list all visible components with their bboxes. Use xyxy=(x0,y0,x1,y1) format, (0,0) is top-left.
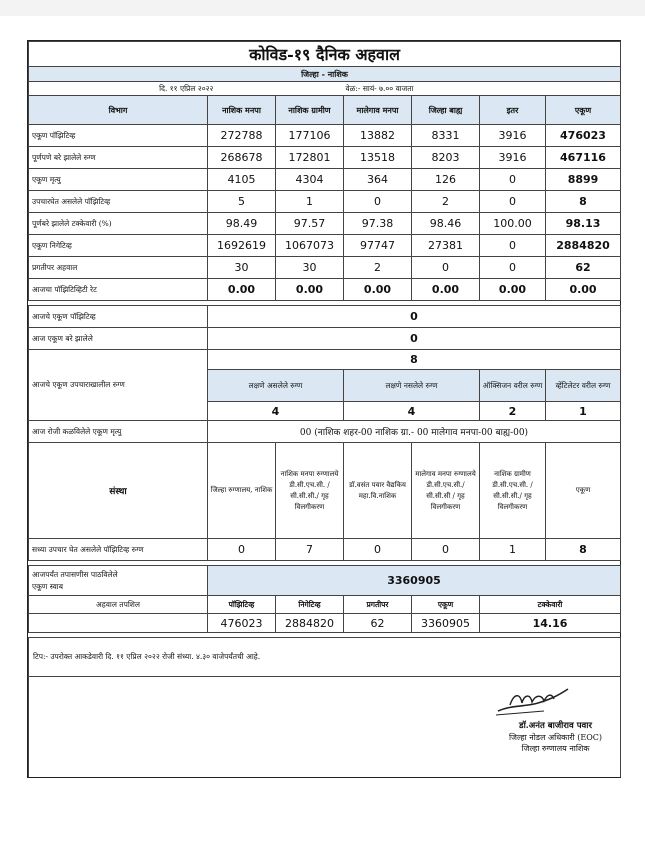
institution-header: नाशिक ग्रामीण डी.सी.एच.सी. /सी.सी.सी./ गृह विलगीकरण xyxy=(480,443,546,539)
row-label: आजचा पॉझिटिव्हिटी रेट xyxy=(29,279,208,301)
cell-value: 30 xyxy=(276,257,344,279)
cell-value: 0 xyxy=(480,235,546,257)
ventilator-header: व्हेंटिलेटर वरील रुग्ण xyxy=(546,370,621,402)
row-label: पूर्णपणे बरे झालेले रुग्ण xyxy=(29,147,208,169)
cell-value: 0 xyxy=(412,257,480,279)
cell-value: 97.38 xyxy=(344,213,412,235)
row-label: प्रगतीपर अहवाल xyxy=(29,257,208,279)
cell-value: 27381 xyxy=(412,235,480,257)
summary-header: प्रगतीपर xyxy=(344,596,412,614)
institution-header: जिल्हा रुग्णालय, नाशिक xyxy=(208,443,276,539)
row-label: आजचे एकूण पॉझिटिव्ह xyxy=(29,306,208,328)
signature-image xyxy=(494,685,574,719)
summary-value: 3360905 xyxy=(412,614,480,633)
table-row xyxy=(29,125,621,147)
row-label: पूर्णबरे झालेले टक्केवारी (%) xyxy=(29,213,208,235)
column-header: नाशिक मनपा xyxy=(208,96,276,125)
row-label: एकूण पॉझिटिव्ह xyxy=(29,125,208,147)
cell-value: 1 xyxy=(480,539,546,561)
cell-value: 7 xyxy=(276,539,344,561)
cell-value: 0 xyxy=(480,257,546,279)
cell-value: 100.00 xyxy=(480,213,546,235)
cell-total: 0.00 xyxy=(546,279,621,301)
cell-value: 3916 xyxy=(480,147,546,169)
summary-value: 62 xyxy=(344,614,412,633)
symptomatic-value: 4 xyxy=(208,402,344,421)
samples-label-line1: आजपर्यंत तपासणीस पाठविलेले xyxy=(32,569,118,579)
samples-value: 3360905 xyxy=(208,566,621,596)
samples-label xyxy=(29,566,208,596)
cell-value: 3916 xyxy=(480,125,546,147)
cell-value: 30 xyxy=(208,257,276,279)
cell-value: 8203 xyxy=(412,147,480,169)
institution-header: एकूण xyxy=(546,443,621,539)
row-label: एकूण निगेटिव्ह xyxy=(29,235,208,257)
footnote: टिप:- उपरोक्त आकडेवारी दि. ११ एप्रिल २०२२ रोजी संध्या. ४.३० वाजेपर्यंतची आहे. xyxy=(29,638,621,677)
report-time: वेळ:- सायं- ७.०० वाजता xyxy=(344,82,621,96)
samples-label-line2: एकूण स्वाब xyxy=(32,581,64,591)
summary-value: 476023 xyxy=(208,614,276,633)
cell-value: 4105 xyxy=(208,169,276,191)
cell-value: 1067073 xyxy=(276,235,344,257)
cell-value: 0 xyxy=(412,539,480,561)
cell-value: 0 xyxy=(344,191,412,213)
summary-header: पॉझिटिव्ह xyxy=(208,596,276,614)
cell-value: 0 xyxy=(208,539,276,561)
column-header: विभाग xyxy=(29,96,208,125)
report-title: कोविड-१९ दैनिक अहवाल xyxy=(29,42,621,67)
cell-value: 97.57 xyxy=(276,213,344,235)
cell-value: 0.00 xyxy=(344,279,412,301)
cell-value: 0.00 xyxy=(276,279,344,301)
top-bar xyxy=(0,0,645,16)
column-header: एकूण xyxy=(546,96,621,125)
summary-header: एकूण xyxy=(412,596,480,614)
summary-header: टक्केवारी xyxy=(480,596,621,614)
cell-total: 8 xyxy=(546,539,621,561)
oxygen-value: 2 xyxy=(480,402,546,421)
signatory-office: जिल्हा रुग्णालय नाशिक xyxy=(521,744,590,753)
today-positive-row xyxy=(29,306,621,328)
signatory-info xyxy=(509,721,602,754)
summary-value: 2884820 xyxy=(276,614,344,633)
cell-total: 476023 xyxy=(546,125,621,147)
cell-total: 62 xyxy=(546,257,621,279)
cell-value: 4304 xyxy=(276,169,344,191)
table-row xyxy=(29,235,621,257)
table-row xyxy=(29,279,621,301)
report-date: दि. ११ एप्रिल २०२२ xyxy=(29,82,344,96)
summary-empty xyxy=(29,614,208,633)
column-header: मालेगाव मनपा xyxy=(344,96,412,125)
cell-value: 1692619 xyxy=(208,235,276,257)
summary-label: अहवाल तपशिल xyxy=(29,596,208,614)
cell-value: 5 xyxy=(208,191,276,213)
signatory-designation: जिल्हा नोडल अधिकारी (EOC) xyxy=(508,733,603,742)
table-row xyxy=(29,169,621,191)
table-row xyxy=(29,257,621,279)
cell-value: 98.49 xyxy=(208,213,276,235)
institution-header: डॉ.वसंत पवार वैद्यकिय महा.वि.नाशिक xyxy=(344,443,412,539)
cell-value: 0 xyxy=(344,539,412,561)
signatory-name: डॉ.अनंत बाजीराव पवार xyxy=(519,721,592,731)
symptomatic-header: लक्षणे असलेले रुग्ण xyxy=(208,370,344,402)
cell-total: 8899 xyxy=(546,169,621,191)
summary-header: निगेटिव्ह xyxy=(276,596,344,614)
row-label: सध्या उपचार घेत असलेले पॉझिटिव्ह रुग्ण xyxy=(29,539,208,561)
cell-total: 98.13 xyxy=(546,213,621,235)
cell-value: 13882 xyxy=(344,125,412,147)
row-label: आज एकूण बरे झालेले xyxy=(29,328,208,350)
cell-value: 272788 xyxy=(208,125,276,147)
cell-value: 8331 xyxy=(412,125,480,147)
table-row xyxy=(29,191,621,213)
table-row xyxy=(29,147,621,169)
deaths-today-row xyxy=(29,421,621,443)
cell-value: 13518 xyxy=(344,147,412,169)
report-table xyxy=(28,41,621,777)
cell-value: 98.46 xyxy=(412,213,480,235)
document-page xyxy=(0,16,645,860)
column-header: इतर xyxy=(480,96,546,125)
institution-header: नाशिक मनपा रुग्णालये डी.सी.एच.सी. / सी.सी.सी./ गृह विलगीकरण xyxy=(276,443,344,539)
institution-row xyxy=(29,539,621,561)
cell-value: 97747 xyxy=(344,235,412,257)
today-recovered-value: 0 xyxy=(208,328,621,350)
column-header: जिल्हा बाह्य xyxy=(412,96,480,125)
row-label: उपचारघेत असलेले पॉझिटिव्ह xyxy=(29,191,208,213)
signature-block xyxy=(29,677,621,778)
under-treatment-label: आजचे एकूण उपचाराखालील रुग्ण xyxy=(29,350,208,421)
cell-total: 8 xyxy=(546,191,621,213)
cell-value: 2 xyxy=(344,257,412,279)
cell-value: 0 xyxy=(480,191,546,213)
table-row xyxy=(29,213,621,235)
district-label: जिल्हा - नाशिक xyxy=(29,67,621,82)
cell-value: 364 xyxy=(344,169,412,191)
cell-value: 1 xyxy=(276,191,344,213)
cell-total: 467116 xyxy=(546,147,621,169)
column-header: नाशिक ग्रामीण xyxy=(276,96,344,125)
cell-value: 0 xyxy=(480,169,546,191)
cell-value: 0.00 xyxy=(208,279,276,301)
ventilator-value: 1 xyxy=(546,402,621,421)
asymptomatic-header: लक्षणे नसलेले रुग्ण xyxy=(344,370,480,402)
under-treatment-total: 8 xyxy=(208,350,621,370)
row-label: आज रोजी कळविलेले एकूण मृत्यु xyxy=(29,421,208,443)
today-recovered-row xyxy=(29,328,621,350)
samples-row xyxy=(29,566,621,596)
oxygen-header: ऑक्सिजन वरील रुग्ण xyxy=(480,370,546,402)
cell-value: 2 xyxy=(412,191,480,213)
deaths-today-value: 00 (नाशिक शहर-00 नाशिक ग्रा.- 00 मालेगाव मनपा-00 बाह्य-00) xyxy=(208,421,621,443)
asymptomatic-value: 4 xyxy=(344,402,480,421)
institution-label: संस्था xyxy=(29,443,208,539)
row-label: एकूण मृत्यु xyxy=(29,169,208,191)
cell-value: 0.00 xyxy=(412,279,480,301)
institution-header: मालेगाव मनपा रुग्णालये डी.सी.एच.सी./ सी.सी.सी / गृह विलगीकरण xyxy=(412,443,480,539)
cell-total: 2884820 xyxy=(546,235,621,257)
cell-value: 177106 xyxy=(276,125,344,147)
cell-value: 268678 xyxy=(208,147,276,169)
cell-value: 126 xyxy=(412,169,480,191)
cell-value: 172801 xyxy=(276,147,344,169)
cell-value: 0.00 xyxy=(480,279,546,301)
report-frame xyxy=(27,40,621,778)
summary-percent: 14.16 xyxy=(480,614,621,633)
today-positive-value: 0 xyxy=(208,306,621,328)
